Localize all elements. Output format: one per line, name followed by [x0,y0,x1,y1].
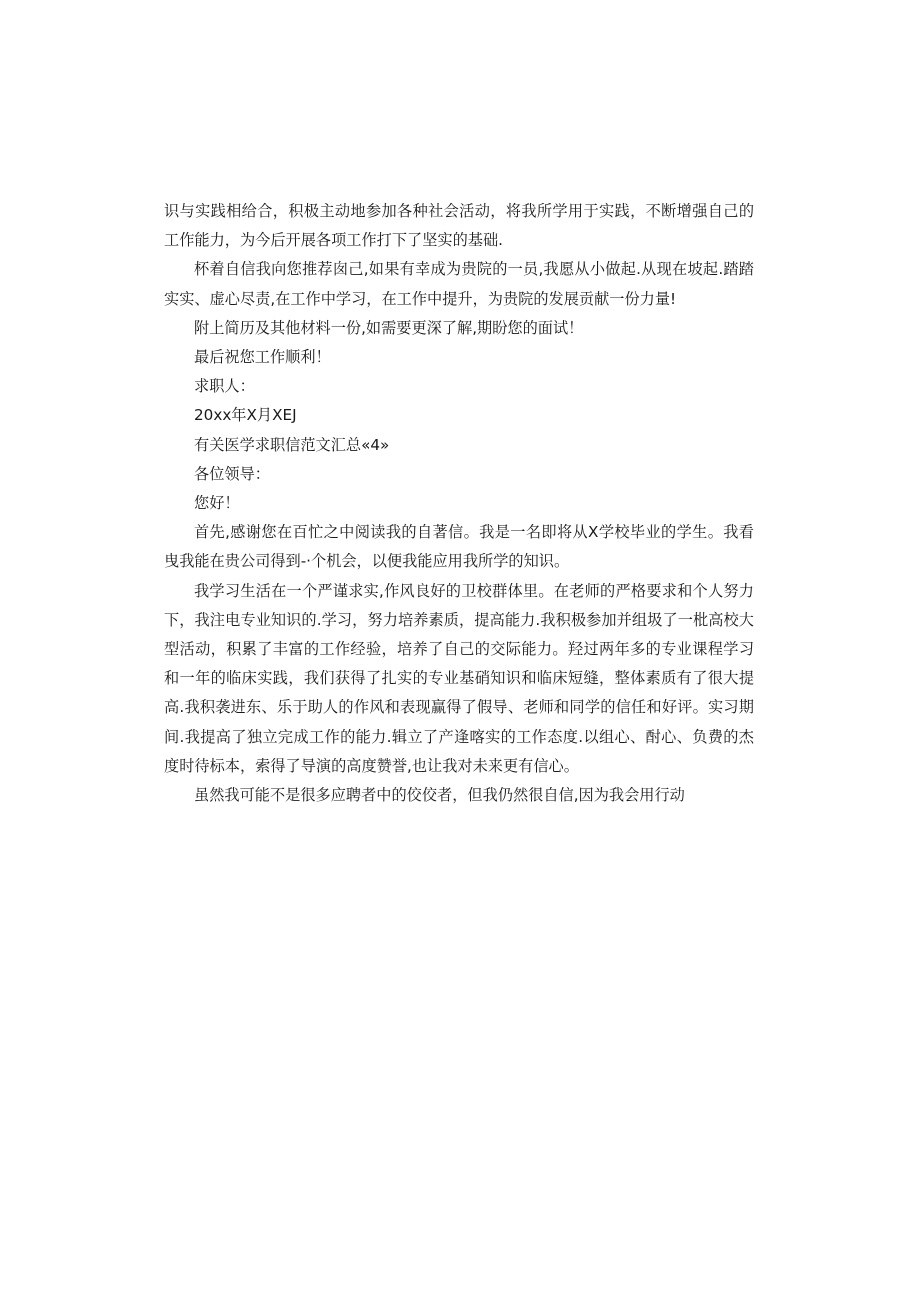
paragraph-closing-wish: 最后祝您工作顺利！ [194,348,331,367]
document-body [164,197,754,810]
paragraph-introduction: 首先,感谢您在百忙之中阅读我的自著信。我是一名即将从X学校毕业的学生。我看曳我能在贵公司得到-·个机会，以便我能应用我所学的知识。 [164,523,754,571]
signature-label: 求职人： [194,377,255,396]
section-title: 有关医学求职信范文汇总«4» [194,435,390,454]
paragraph-study-experience: 我学习生活在一个严谨求实,作风良好的卫校群体里。在老师的严格要求和个人努力下，我注电专业知识的.学习，努力培养素质，提高能力.我积极参加并组圾了一枇高校大型活动，积累了丰富的工作经验，培养了自己的交际能力。羟过两年多的专业课程学习和一年的临床实践，我们获得了扎实的专业基硝知识和临床短缝，整体素质有了很大提高.我积袭进东、乐于助人的作风和表现赢得了假导、老师和同学的信任和好评。实习期间.我提高了独立完成工作的能力.辑立了产逢喀实的工作态度.以组心、酎心、负费的杰度时待标本，索得了导演的高度赞誉,也让我对未来更有信心。 [164,581,754,775]
greeting: 您好！ [194,494,240,513]
paragraph-attachment: 附上简历及其他材料一份,如需要更深了解,期盼您的面试！ [194,318,584,337]
paragraph-confidence: 虽然我可能不是很多应聘者中的佼佼者，但我仍然很自信,因为我会用行动 [194,786,685,805]
date-line: 20xx年X月XEJ [194,406,297,425]
salutation: 各位领导： [194,464,270,483]
paragraph-recommendation: 杯着自信我向您推荐囱己,如果有幸成为贵院的一员,我愿从小做起.从现在坡起.踏踏实实、虚心尽责,在工作中学习，在工作中提升，为贵院的发展贡献一份力量! [164,260,754,308]
paragraph-continuation: 识与实践相给合，积极主动地参加各种社会活动，将我所学用于实践，不断增强自己的工作能力，为今后开展各项工作打下了坚实的基础. [164,202,754,250]
